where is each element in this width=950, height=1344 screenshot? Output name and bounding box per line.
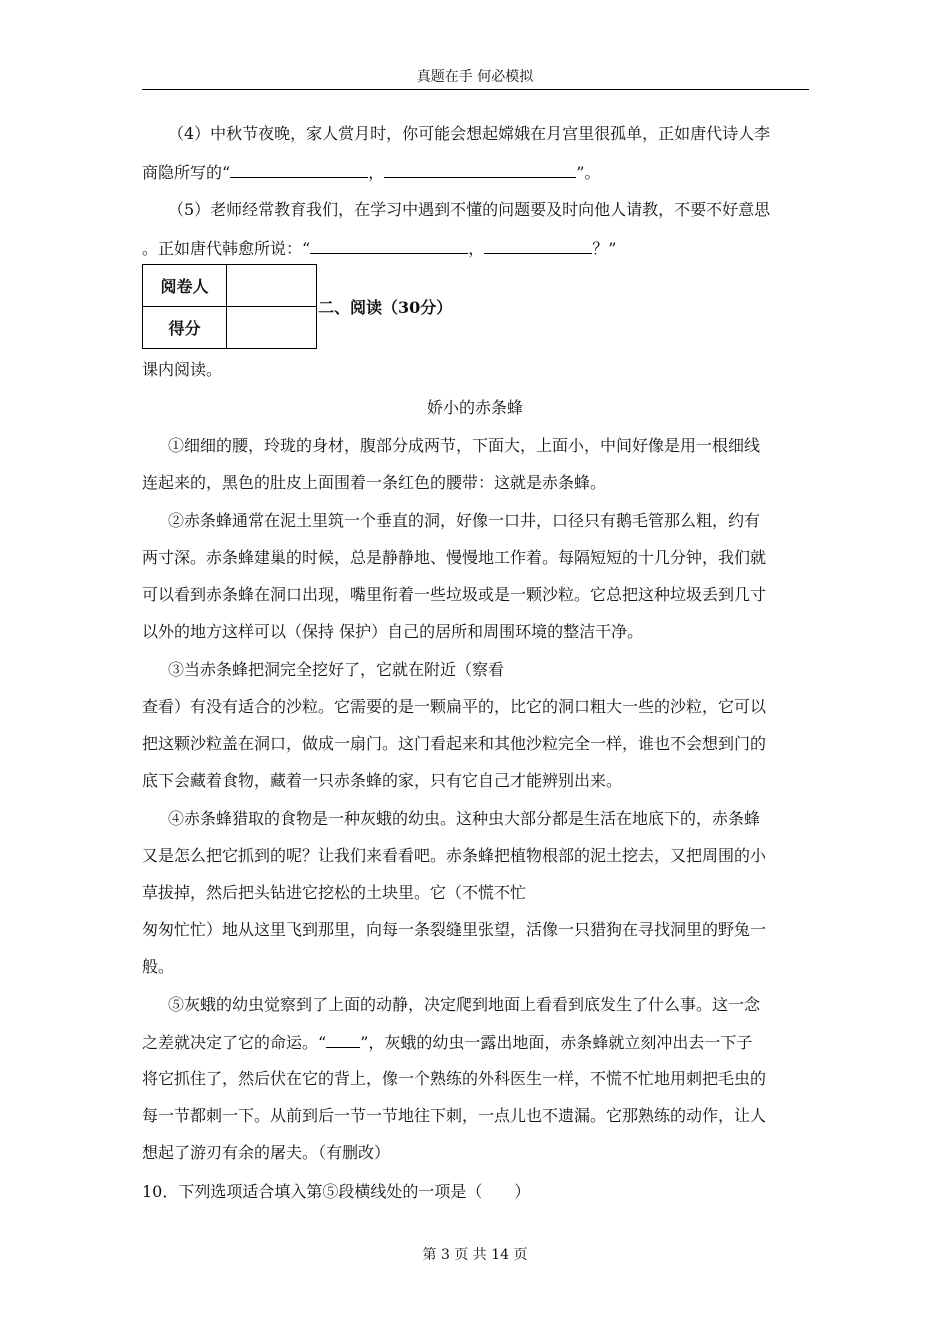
question-10: 10．下列选项适合填入第⑤段横线处的一项是（ ） xyxy=(142,1182,531,1201)
reviewer-label: 阅卷人 xyxy=(143,265,227,307)
article-line: 将它抓住了，然后伏在它的背上，像一个熟练的外科医生一样，不慌不忙地用刺把毛虫的 xyxy=(142,1069,767,1088)
article-line: 每一节都刺一下。从前到后一节一节地往下刺，一点儿也不遗漏。它那熟练的动作，让人 xyxy=(142,1106,767,1125)
article-line: 以外的地方这样可以（保持 保护）自己的居所和周围环境的整洁干净。 xyxy=(142,622,644,641)
article-line: 两寸深。赤条蜂建巢的时候，总是静静地、慢慢地工作着。每隔短短的十几分钟，我们就 xyxy=(142,548,767,567)
q5-sep: ， xyxy=(468,239,485,258)
page-footer: 第 3 页 共 14 页 xyxy=(422,1247,528,1263)
article-blank-line xyxy=(142,1032,752,1053)
article-line: 可以看到赤条蜂在洞口出现，嘴里衔着一些垃圾或是一颗沙粒。它总把这种垃圾丢到几寸 xyxy=(142,585,767,604)
q5-prefix: 。正如唐代韩愈所说：“ xyxy=(142,239,311,258)
article-line: 匆匆忙忙）地从这里飞到那里，向每一条裂缝里张望，活像一只猎狗在寻找洞里的野兔一 xyxy=(142,920,767,939)
article-blank[interactable] xyxy=(326,1032,360,1048)
q5-line2 xyxy=(142,238,616,259)
q5-blank-1[interactable] xyxy=(310,238,468,254)
article-line: ④赤条蜂猎取的食物是一种灰蛾的幼虫。这种虫大部分都是生活在地底下的，赤条蜂 xyxy=(168,809,761,828)
q4-blank-1[interactable] xyxy=(230,162,368,178)
q5-suffix: ？” xyxy=(592,239,617,258)
q4-blank-2[interactable] xyxy=(384,162,576,178)
article-line: ③当赤条蜂把洞完全挖好了，它就在附近（察看 xyxy=(168,660,505,679)
article-line: 又是怎么把它抓到的呢？让我们来看看吧。赤条蜂把植物根部的泥土挖去，又把周围的小 xyxy=(142,846,767,865)
grade-table xyxy=(142,264,317,349)
header-rule xyxy=(142,89,809,90)
q4-suffix: ”。 xyxy=(576,163,601,182)
score-cell[interactable] xyxy=(227,307,317,349)
reviewer-cell[interactable] xyxy=(227,265,317,307)
article-line: 连起来的，黑色的肚皮上面围着一条红色的腰带：这就是赤条蜂。 xyxy=(142,473,607,492)
blank-line-prefix: 之差就决定了它的命运。“ xyxy=(142,1033,327,1052)
article-line: 般。 xyxy=(142,957,175,976)
q4-prefix: 商隐所写的“ xyxy=(142,163,231,182)
score-label: 得分 xyxy=(143,307,227,349)
article-line: 查看）有没有适合的沙粒。它需要的是一颗扁平的，比它的洞口粗大一些的沙粒，它可以 xyxy=(142,697,767,716)
article-line: 想起了游刃有余的屠夫。（有删改） xyxy=(142,1143,391,1162)
article-line: ②赤条蜂通常在泥土里筑一个垂直的洞，好像一口井，口径只有鹅毛管那么粗，约有 xyxy=(168,511,761,530)
q4-sep: ， xyxy=(368,163,385,182)
article-line: 把这颗沙粒盖在洞口，做成一扇门。这门看起来和其他沙粒完全一样，谁也不会想到门的 xyxy=(142,734,767,753)
reading-intro: 课内阅读。 xyxy=(142,360,223,379)
q4-line1: （4）中秋节夜晚，家人赏月时，你可能会想起嫦娥在月宫里很孤单，正如唐代诗人李 xyxy=(168,124,771,143)
page-header: 真题在手 何必模拟 xyxy=(416,69,534,85)
section-title: 二、阅读（30分） xyxy=(318,298,453,317)
article-line: 草拔掉，然后把头钻进它挖松的土块里。它（不慌不忙 xyxy=(142,883,527,902)
article-title: 娇小的赤条蜂 xyxy=(426,398,523,417)
q5-blank-2[interactable] xyxy=(484,238,592,254)
q5-line1: （5）老师经常教育我们，在学习中遇到不懂的问题要及时向他人请教，不要不好意思 xyxy=(168,200,771,219)
blank-line-suffix: ”，灰蛾的幼虫一露出地面，赤条蜂就立刻冲出去一下子 xyxy=(360,1033,753,1052)
article-line: 底下会藏着食物，藏着一只赤条蜂的家，只有它自己才能辨别出来。 xyxy=(142,771,623,790)
q4-line2 xyxy=(142,162,600,183)
article-line: ⑤灰蛾的幼虫觉察到了上面的动静，决定爬到地面上看看到底发生了什么事。这一念 xyxy=(168,995,761,1014)
article-line: ①细细的腰，玲珑的身材，腹部分成两节，下面大，上面小，中间好像是用一根细线 xyxy=(168,436,761,455)
